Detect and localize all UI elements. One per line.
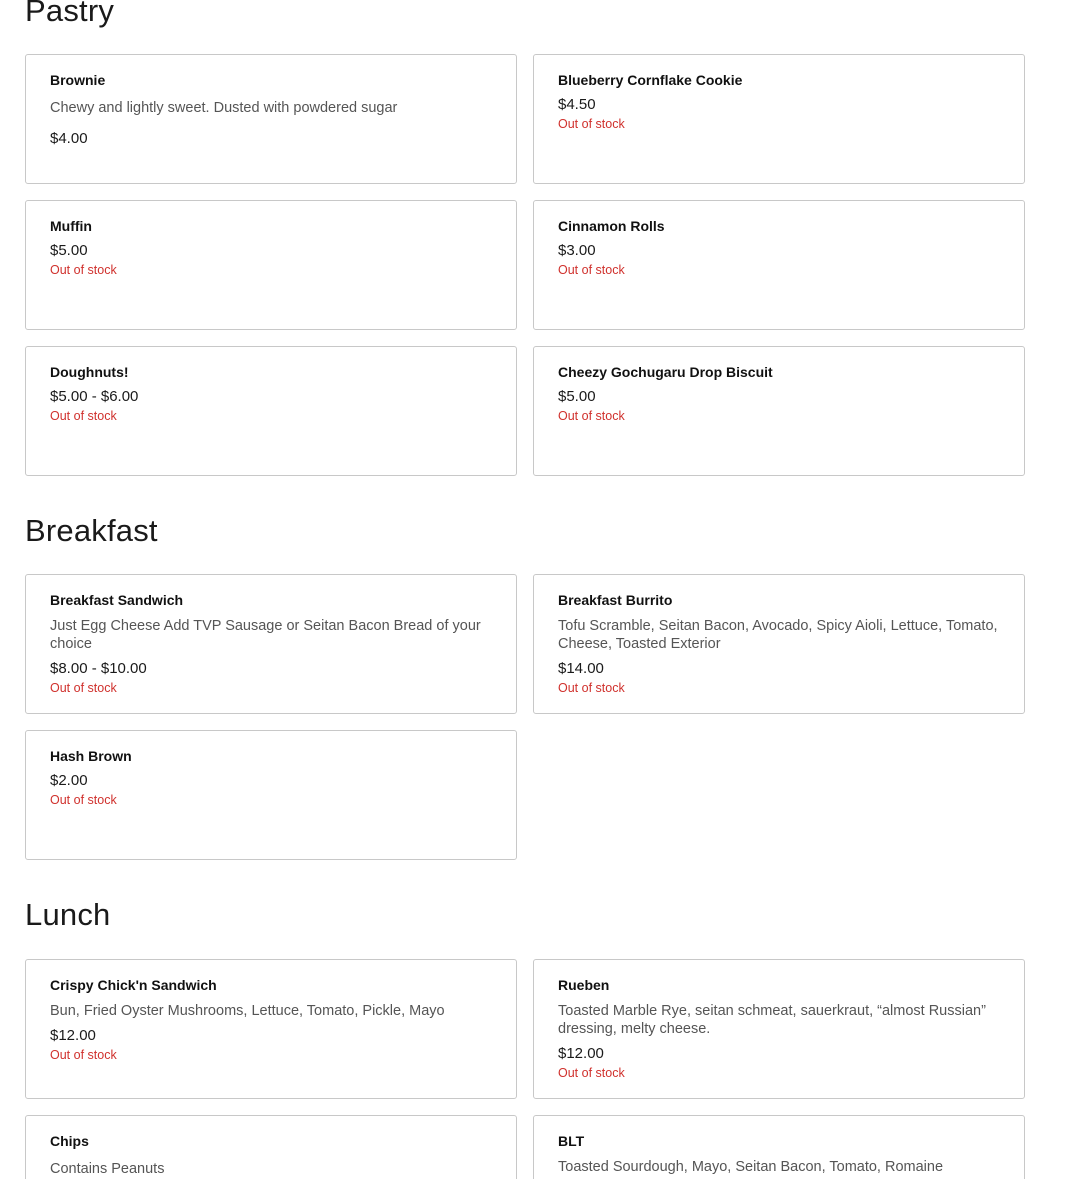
out-of-stock-label: Out of stock (558, 409, 625, 423)
item-name: Chips (50, 1133, 89, 1149)
menu-item-card[interactable] (533, 200, 1025, 330)
item-name: Cheezy Gochugaru Drop Biscuit (558, 364, 773, 380)
item-price: $2.00 (50, 772, 88, 789)
item-description: Chewy and lightly sweet. Dusted with powdered sugar (50, 100, 398, 116)
out-of-stock-label: Out of stock (50, 681, 117, 695)
section-title: Breakfast (25, 513, 158, 548)
out-of-stock-label: Out of stock (558, 1066, 625, 1080)
item-price: $5.00 - $6.00 (50, 388, 139, 405)
item-price: $14.00 (558, 660, 604, 677)
menu-item-card[interactable] (25, 200, 517, 330)
menu-item-card[interactable] (533, 1115, 1025, 1179)
item-description: Bun, Fried Oyster Mushrooms, Lettuce, Tomato, Pickle, Mayo (50, 1003, 445, 1019)
item-description: Contains Peanuts (50, 1161, 165, 1177)
section-title: Pastry (25, 0, 115, 28)
item-name: Breakfast Sandwich (50, 592, 184, 608)
menu-item-card[interactable] (25, 574, 517, 714)
item-description: Toasted Marble Rye, seitan schmeat, sauerkraut, “almost Russian” dressing, melty cheese. (558, 1003, 986, 1037)
item-description: Tofu Scramble, Seitan Bacon, Avocado, Spicy Aioli, Lettuce, Tomato, Cheese, Toasted Exterior (558, 618, 998, 652)
section-title: Lunch (25, 897, 111, 932)
menu-item-card[interactable] (533, 959, 1025, 1099)
menu-item-card[interactable] (533, 54, 1025, 184)
section-breakfast (25, 513, 1025, 860)
out-of-stock-label: Out of stock (558, 263, 625, 277)
item-name: Blueberry Cornflake Cookie (558, 72, 743, 88)
item-description: Just Egg Cheese Add TVP Sausage or Seitan Bacon Bread of your choice (50, 618, 481, 652)
menu-item-card[interactable] (25, 346, 517, 476)
menu-item-card[interactable] (25, 730, 517, 860)
item-price: $4.50 (558, 96, 596, 113)
menu-item-card[interactable] (25, 54, 517, 184)
item-name: Crispy Chick'n Sandwich (50, 977, 217, 993)
item-price: $5.00 (558, 388, 596, 405)
menu-item-card[interactable] (25, 1115, 517, 1179)
item-price: $8.00 - $10.00 (50, 660, 147, 677)
section-pastry (25, 0, 1025, 476)
item-price: $5.00 (50, 242, 88, 259)
item-name: Cinnamon Rolls (558, 218, 665, 234)
out-of-stock-label: Out of stock (50, 263, 117, 277)
out-of-stock-label: Out of stock (50, 1048, 117, 1062)
menu-item-card[interactable] (533, 346, 1025, 476)
item-name: Hash Brown (50, 748, 132, 764)
out-of-stock-label: Out of stock (50, 793, 117, 807)
item-description: Toasted Sourdough, Mayo, Seitan Bacon, Tomato, Romaine (558, 1159, 944, 1175)
section-lunch (25, 897, 1025, 1179)
item-name: Muffin (50, 218, 92, 234)
item-name: BLT (558, 1133, 585, 1149)
item-name: Doughnuts! (50, 364, 129, 380)
item-price: $4.00 (50, 130, 88, 147)
menu-item-card[interactable] (533, 574, 1025, 714)
item-name: Breakfast Burrito (558, 592, 673, 608)
item-name: Rueben (558, 977, 610, 993)
item-price: $12.00 (50, 1027, 96, 1044)
out-of-stock-label: Out of stock (558, 117, 625, 131)
item-price: $12.00 (558, 1045, 604, 1062)
out-of-stock-label: Out of stock (558, 681, 625, 695)
item-price: $3.00 (558, 242, 596, 259)
item-name: Brownie (50, 72, 106, 88)
out-of-stock-label: Out of stock (50, 409, 117, 423)
menu-item-card[interactable] (25, 959, 517, 1099)
